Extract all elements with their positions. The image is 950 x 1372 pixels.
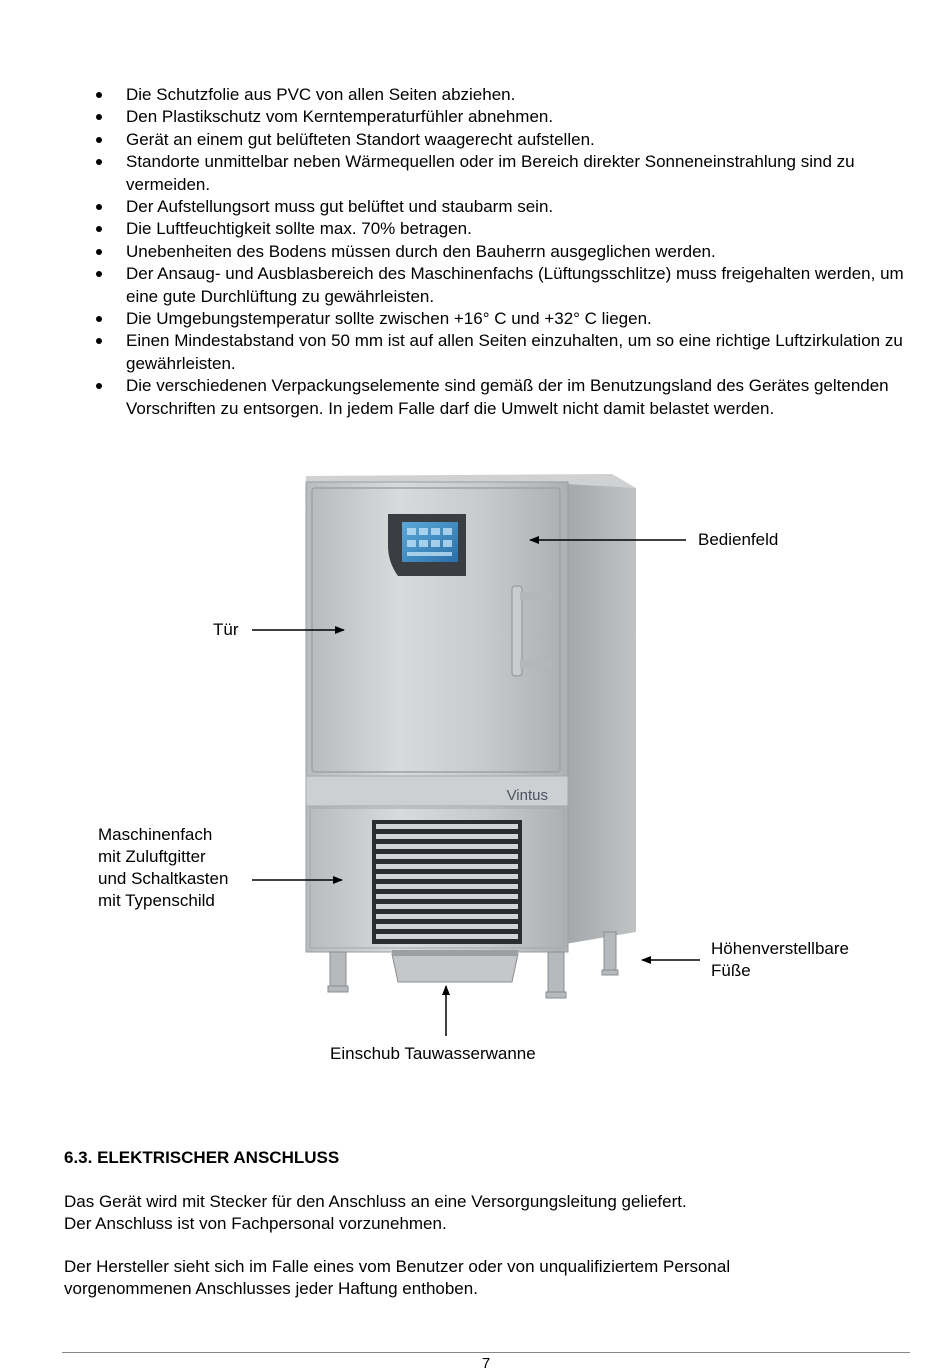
label-tuer: Tür: [213, 620, 239, 639]
paragraph-liability: Der Hersteller sieht sich im Falle eines vom Benutzer oder von unqualifiziertem Personal vorgenommenen Anschlusses jeder Haftung enthoben.: [64, 1257, 731, 1298]
bullet-icon: [96, 204, 102, 210]
label-tauwasserwanne: Einschub Tauwasserwanne: [330, 1044, 536, 1063]
label-maschinenfach: Maschinenfach mit Zuluftgitter und Schaltkasten mit Typenschild: [98, 825, 229, 910]
list-item: Die verschiedenen Verpackungselemente sind gemäß der im Benutzungsland des Gerätes geltenden Vorschriften zu entsorgen. In jedem Falle darf die Umwelt nicht damit belastet werden.: [90, 375, 920, 420]
list-item: Der Ansaug- und Ausblasbereich des Maschinenfachs (Lüftungsschlitze) muss freigehalten werden, um eine gute Durchlüftung zu gewährleisten.: [90, 263, 920, 308]
list-item: Einen Mindestabstand von 50 mm ist auf allen Seiten einzuhalten, um so eine richtige Luftzirkulation zu gewährleisten.: [90, 330, 920, 375]
list-item: Standorte unmittelbar neben Wärmequellen oder im Bereich direkter Sonneneinstrahlung sind zu vermeiden.: [90, 151, 920, 196]
appliance-figure: [0, 462, 950, 1082]
drip-tray-rail: [392, 950, 518, 956]
bullet-icon: [96, 159, 102, 165]
list-item: Gerät an einem gut belüfteten Standort waagerecht aufstellen.: [90, 129, 920, 151]
bullet-icon: [96, 114, 102, 120]
bullet-icon: [96, 92, 102, 98]
list-item: Unebenheiten des Bodens müssen durch den Bauherrn ausgeglichen werden.: [90, 241, 920, 263]
section-heading: 6.3. ELEKTRISCHER ANSCHLUSS: [64, 1148, 340, 1167]
ventilation-grille: [372, 820, 522, 944]
bullet-icon: [96, 316, 102, 322]
bullet-icon: [96, 271, 102, 277]
blast-chiller-illustration: [0, 462, 950, 1082]
list-item: Der Aufstellungsort muss gut belüftet und staubarm sein.: [90, 196, 920, 218]
footer-divider: [62, 1352, 910, 1353]
list-item: Den Plastikschutz vom Kerntemperaturfühler abnehmen.: [90, 106, 920, 128]
list-item: Die Umgebungstemperatur sollte zwischen +16° C und +32° C liegen.: [90, 308, 920, 330]
bullet-icon: [96, 338, 102, 344]
page-number: 7: [481, 1355, 491, 1372]
handle-bracket-bottom: [520, 660, 552, 668]
drip-tray: [392, 954, 518, 982]
bullet-icon: [96, 383, 102, 389]
installation-instructions-list: [90, 84, 920, 420]
brand-logo: Vintus: [506, 787, 548, 804]
handle-bracket-top: [520, 592, 552, 600]
bullet-icon: [96, 137, 102, 143]
paragraph-connection: Das Gerät wird mit Stecker für den Anschluss an eine Versorgungsleitung geliefert. Der Anschluss ist von Fachpersonal vorzunehmen.: [64, 1192, 687, 1233]
list-item: Die Luftfeuchtigkeit sollte max. 70% betragen.: [90, 218, 920, 240]
bullet-icon: [96, 226, 102, 232]
label-bedienfeld: Bedienfeld: [698, 530, 779, 549]
list-item: Die Schutzfolie aus PVC von allen Seiten abziehen.: [90, 84, 920, 106]
bullet-icon: [96, 249, 102, 255]
label-fuesse: Höhenverstellbare Füße: [711, 939, 849, 980]
cabinet-side-panel: [565, 482, 636, 944]
